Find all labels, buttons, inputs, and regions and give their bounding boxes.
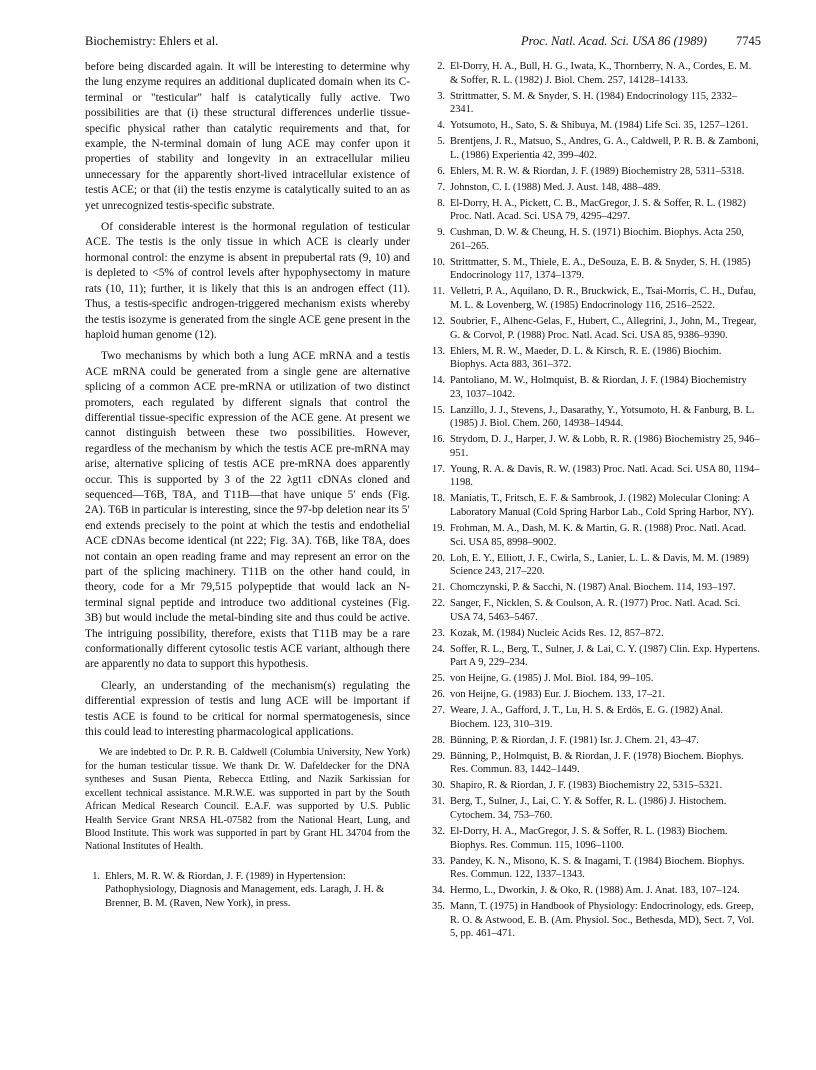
reference-list-left [85,870,410,911]
running-header [85,34,761,54]
reference-text: Mann, T. (1975) in Handbook of Physiology: Endocrinology, eds. Greep, R. O. & Astwood, E. B. (Am. Physiol. Soc., Bethesda, MD), Sect. 7, Vol. 5, pp. 461–471. [450,901,755,940]
reference-text: Hermo, L., Dworkin, J. & Oko, R. (1988) Am. J. Anat. 183, 107–124. [450,885,740,897]
reference-item [430,795,760,822]
reference-item [430,226,760,253]
reference-item [430,704,760,731]
reference-item [430,135,760,162]
reference-number: 6. [437,165,445,177]
reference-item [430,165,760,179]
body-paragraph: Clearly, an understanding of the mechanism(s) regulating the differential expression of testis and lung ACE will be important if testis ACE is found to be critical for normal spermatogenesis, since this could lead to interesting pharmacological applications. [85,679,410,739]
reference-text: El-Dorry, H. A., MacGregor, J. S. & Soffer, R. L. (1983) Biochem. Biophys. Res. Commun. 115, 1096–1100. [450,826,728,851]
running-title: Biochemistry: Ehlers et al. [85,34,219,48]
reference-text: Yotsumoto, H., Sato, S. & Shibuya, M. (1984) Life Sci. 35, 1257–1261. [450,120,749,132]
reference-text: Strittmatter, S. M., Thiele, E. A., DeSouza, E. B. & Snyder, S. H. (1985) Endocrinology 117, 1374–1379. [450,256,751,282]
reference-number: 32. [432,826,445,837]
body-paragraph: before being discarded again. It will be interesting to determine why the lung enzyme requires an additional duplicated domain when its C-terminal or "testicular" half is catalytically fully active. Two possibilities are that (i) these structural differences underlie tissue-specific physical rather than catalytic requirements and that, for example, the N-terminal domain of lung ACE may confer upon it properties of stability and longevity in an extracellular milieu unnecessary for the apparently short-lived intracellular existence of testis ACE; or that (ii) the testis enzyme is catalytically suited to an as yet unrecognized testis-specific substrate. [85,61,410,212]
reference-item [430,90,760,117]
reference-item [430,256,760,283]
journal-citation [521,34,761,49]
reference-item [430,627,760,641]
reference-item [430,285,760,312]
reference-number: 14. [432,375,445,387]
reference-number: 12. [432,316,445,327]
reference-number: 26. [432,689,445,701]
reference-item [430,734,760,748]
reference-number: 31. [432,796,445,808]
reference-number: 4. [437,120,445,132]
reference-item [430,672,760,686]
reference-item [430,688,760,702]
reference-item [430,345,760,372]
reference-text: von Heijne, G. (1983) Eur. J. Biochem. 133, 17–21. [450,689,666,701]
reference-number: 28. [432,734,445,746]
reference-number: 16. [432,434,445,446]
reference-text: Strydom, D. J., Harper, J. W. & Lobb, R. R. (1986) Biochemistry 25, 946–951. [450,434,760,459]
reference-text: Ehlers, M. R. W., Maeder, D. L. & Kirsch, R. E. (1986) Biochim. Biophys. Acta 883, 361–372. [450,345,722,371]
reference-text: Sanger, F., Nicklen, S. & Coulson, A. R. (1977) Proc. Natl. Acad. Sci. USA 74, 5463–5467. [450,598,741,623]
reference-item [430,581,760,595]
reference-item [430,900,760,941]
reference-number: 24. [432,643,445,655]
reference-number: 13. [432,345,445,357]
reference-item [430,522,760,549]
reference-number: 34. [432,885,445,897]
reference-text: Ehlers, M. R. W. & Riordan, J. F. (1989) in Hypertension: Pathophysiology, Diagnosis and Management, eds. Laragh, J. H. & Brenner, B. M. (Raven, New York), in press. [105,870,385,909]
reference-text: El-Dorry, H. A., Pickett, C. B., MacGregor, J. S. & Soffer, R. L. (1982) Proc. Natl. Acad. Sci. USA 79, 4295–4297. [450,197,746,223]
reference-text: von Heijne, G. (1985) J. Mol. Biol. 184, 99–105. [450,673,654,685]
reference-item [430,884,760,898]
right-column [430,60,760,943]
reference-text: Bünning, P., Holmquist, B. & Riordan, J. F. (1978) Biochem. Biophys. Res. Commun. 83, 1442–1449. [450,750,744,776]
reference-text: Lanzillo, J. J., Stevens, J., Dasarathy, Y., Yotsumoto, H. & Fanburg, B. L. (1985) J. Biol. Chem. 260, 14938–14944. [450,404,755,430]
page-number: 7745 [736,34,761,48]
reference-item [430,552,760,579]
reference-number: 27. [432,705,445,717]
reference-item [430,119,760,133]
reference-text: Strittmatter, S. M. & Snyder, S. H. (1984) Endocrinology 115, 2332–2341. [450,90,738,116]
reference-text: Bünning, P. & Riordan, J. F. (1981) Isr. J. Chem. 21, 43–47. [450,734,699,746]
reference-item [430,825,760,852]
reference-item [430,60,760,87]
reference-item [430,463,760,490]
reference-number: 17. [432,463,445,475]
reference-text: Brentjens, J. R., Matsuo, S., Andres, G. A., Caldwell, P. R. B. & Zamboni, L. (1986) Experientia 42, 399–402. [450,136,759,161]
reference-text: Weare, J. A., Gafford, J. T., Lu, H. S. & Erdös, E. G. (1982) Anal. Biochem. 123, 310–319. [450,705,724,730]
reference-number: 33. [432,855,445,867]
reference-text: Johnston, C. I. (1988) Med. J. Aust. 148, 488–489. [450,181,661,193]
reference-number: 19. [432,523,445,535]
body-paragraph: Of considerable interest is the hormonal regulation of testicular ACE. The testis is the only tissue in which ACE is clearly under hormonal control: the enzyme is absent in prepubertal rats (9, 10) and is depleted to <5% of control levels after hypophysectomy in mature rats (10, 11); further, it is likely that this is an androgen effect (11). Thus, a testis-specific androgen-triggered mechanism exists whereby the testis isozyme is generated from the single ACE gene present in the haploid human genome (12). [85,221,410,341]
reference-text: Soffer, R. L., Berg, T., Sulner, J. & Lai, C. Y. (1987) Clin. Exp. Hypertens. Part A 9, 229–234. [450,643,760,669]
reference-number: 21. [432,582,445,594]
reference-item [430,433,760,460]
reference-text: Shapiro, R. & Riordan, J. F. (1983) Biochemistry 22, 5315–5321. [450,780,723,792]
reference-item [430,315,760,342]
reference-number: 25. [432,673,445,685]
reference-number: 11. [432,286,445,298]
reference-number: 3. [437,90,445,102]
reference-text: Ehlers, M. R. W. & Riordan, J. F. (1989) Biochemistry 28, 5311–5318. [450,165,745,177]
reference-text: Loh, E. Y., Elliott, J. F., Cwirla, S., Lanier, L. L. & Davis, M. M. (1989) Science 243, 217–220. [450,552,749,578]
reference-item [430,404,760,431]
reference-item [430,197,760,224]
reference-item [430,492,760,519]
reference-text: Frohman, M. A., Dash, M. K. & Martin, G. R. (1988) Proc. Natl. Acad. Sci. USA 85, 8998–9002. [450,523,747,548]
reference-number: 2. [437,61,445,72]
reference-item [430,181,760,195]
reference-item [430,750,760,777]
reference-text: Young, R. A. & Davis, R. W. (1983) Proc. Natl. Acad. Sci. USA 80, 1194–1198. [450,463,760,489]
reference-item [85,870,410,911]
reference-text: Soubrier, F., Alhenc-Gelas, F., Hubert, C., Allegrini, J., John, M., Tregear, G. & Corvol, P. (1988) Proc. Natl. Acad. Sci. USA 85, 9386–9390. [450,316,757,341]
reference-number: 22. [432,598,445,610]
reference-text: Pantoliano, M. W., Holmquist, B. & Riordan, J. F. (1984) Biochemistry 23, 1037–1042. [450,375,747,400]
reference-text: Maniatis, T., Fritsch, E. F. & Sambrook, J. (1982) Molecular Cloning: A Laboratory Manual (Cold Spring Harbor Lab., Cold Spring Harbor, NY). [450,493,755,519]
reference-number: 15. [432,404,445,416]
reference-number: 18. [432,493,445,505]
reference-text: Velletri, P. A., Aquilano, D. R., Bruckwick, E., Tsai-Morris, C. H., Dufau, M. L. & Lovenberg, W. (1985) Endocrinology 116, 2516–2522. [450,286,756,312]
reference-text: El-Dorry, H. A., Bull, H. G., Iwata, K., Thornberry, N. A., Cordes, E. M. & Soffer, R. L. (1982) J. Biol. Chem. 257, 14128–14133. [450,61,752,86]
reference-text: Pandey, K. N., Misono, K. S. & Inagami, T. (1984) Biochem. Biophys. Res. Commun. 122, 1337–1343. [450,855,745,881]
reference-item [430,855,760,882]
reference-number: 23. [432,627,445,639]
reference-item [430,779,760,793]
body-paragraph: Two mechanisms by which both a lung ACE mRNA and a testis ACE mRNA could be generated from a single gene are alternative splicing of a common ACE pre-mRNA or utilization of two distinct promoters, each regulated by different signals that control the differential tissue-specific expression of the ACE gene. At present we cannot distinguish between these two possibilities. However, regardless of the mechanism by which the testis ACE pre-mRNA may arise, alternative splicing of testis ACE pre-mRNA does apparently occur. This is supported by 3 of the 22 λgt11 cDNAs cloned and sequenced—T6B, T8A, and T11B—that have unique 5′ ends (Fig. 2A). T6B in particular is interesting, since the 97-bp deletion near its 5′ end extends precisely to the point at which the testis and endothelial ACE cDNAs become identical (nt 222; Fig. 3A). T6B, like T8A, does not contain an open reading frame and may represent an error on the part of the splicing machinery. T11B on the other hand could, in theory, code for a Mr 79,515 polypeptide that would lack an N-terminal signal peptide and introduce two additional cysteines (Fig. 3B) but would include the metal-binding site and thus could be active. The intriguing possibility, therefore, exists that T11B may be a rare conformationally different cytosolic testis ACE variant, although there are apparently no data to support this hypothesis. [85,350,410,671]
reference-item [430,597,760,624]
reference-text: Cushman, D. W. & Cheung, H. S. (1971) Biochim. Biophys. Acta 250, 261–265. [450,227,744,252]
reference-number: 20. [432,552,445,564]
reference-number: 29. [432,750,445,762]
reference-text: Kozak, M. (1984) Nucleic Acids Res. 12, 857–872. [450,627,664,639]
acknowledgment: We are indebted to Dr. P. R. B. Caldwell (Columbia University, New York) for the human testicular tissue. We thank Dr. W. Dafeldecker for the DNA syntheses and Susan Pienta, Rebecca Ettling, and Nazik Sarkissian for excellent technical assistance. M.R.W.E. was supported in part by the South African Medical Research Council. E.A.F. was supported by U.S. Public Health Service Grant NRSA HL-07582 from the National Heart, Lung, and Blood Institute. This work was supported in part by Grant HL 34704 from the National Institutes of Health. [85,747,410,853]
reference-number: 5. [437,136,445,148]
journal-name: Proc. Natl. Acad. Sci. USA 86 (1989) [521,34,707,48]
reference-number: 8. [437,197,445,209]
reference-number: 30. [432,780,445,792]
reference-item [430,374,760,401]
reference-item [430,643,760,670]
reference-number: 35. [432,901,445,913]
reference-text: Chomczynski, P. & Sacchi, N. (1987) Anal. Biochem. 114, 193–197. [450,582,736,594]
reference-number: 7. [437,181,445,193]
reference-number: 10. [432,256,445,268]
reference-list-right [430,60,760,941]
reference-number: 1. [92,870,100,882]
reference-number: 9. [437,227,445,239]
left-column [85,60,410,913]
reference-text: Berg, T., Sulner, J., Lai, C. Y. & Soffer, R. L. (1986) J. Histochem. Cytochem. 34, 753–760. [450,796,727,822]
